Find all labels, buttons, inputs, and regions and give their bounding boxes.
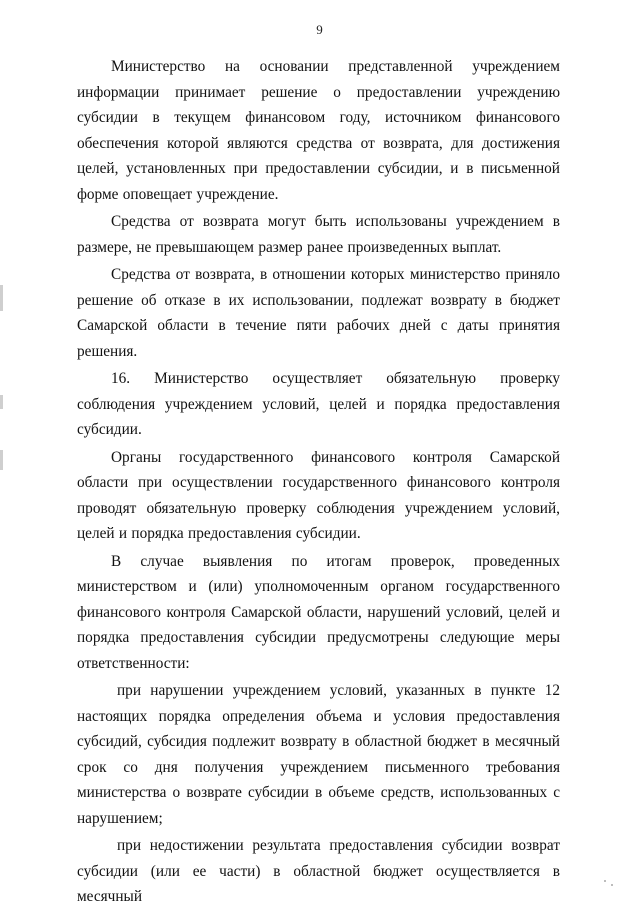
paragraph-funds-refund: Средства от возврата, в отношении которых министерство приняло решение об отказе в их использовании, подлежат возврату в бюджет Самарской области в течение пяти рабочих дней с даты принятия решения. xyxy=(77,266,560,360)
scan-noise-dot xyxy=(611,884,613,886)
scan-noise-dot xyxy=(604,880,606,882)
paragraph-control-bodies: Органы государственного финансового контроля Самарской области при осуществлении государственного финансового контроля проводят обязательную проверку соблюдения учреждением условий, целей и порядка предоставления субсидии. xyxy=(77,448,560,542)
paragraph-result-failure: при недостижении результата предоставления субсидии возврат субсидии (или ее части) в областной бюджет осуществляется в месячный xyxy=(77,837,560,905)
page-number: 9 xyxy=(316,22,323,37)
scan-edge-mark xyxy=(0,450,3,470)
paragraph-item-16: 16. Министерство осуществляет обязательную проверку соблюдения учреждением условий, целей и порядка предоставления субсидии. xyxy=(77,370,560,438)
scan-edge-mark xyxy=(0,395,3,409)
scan-edge-mark xyxy=(0,285,3,311)
paragraph-condition-breach: при нарушении учреждением условий, указанных в пункте 12 настоящих порядка определения объема и условия предоставления субсидий, субсидия подлежит возврату в областной бюджет в месячный срок со дня получения учреждением письменного требования министерства о возврате субсидии в объеме средств, использованных с нарушением; xyxy=(77,682,560,827)
paragraph-decision: Министерство на основании представленной учреждением информации принимает решение о предоставлении учреждению субсидии в текущем финансовом году, источником финансового обеспечения которой являются средства от возврата, для достижения целей, установленных при предоставлении субсидии, и в письменной форме оповещает учреждение. xyxy=(77,58,560,203)
document-body xyxy=(77,54,560,910)
paragraph-funds-usage: Средства от возврата могут быть использованы учреждением в размере, не превышающем размер ранее произведенных выплат. xyxy=(77,213,560,256)
paragraph-violations: В случае выявления по итогам проверок, проведенных министерством и (или) уполномоченным органом государственного финансового контроля Самарской области, нарушений условий, целей и порядка предоставления субсидии предусмотрены следующие меры ответственности: xyxy=(77,552,560,672)
